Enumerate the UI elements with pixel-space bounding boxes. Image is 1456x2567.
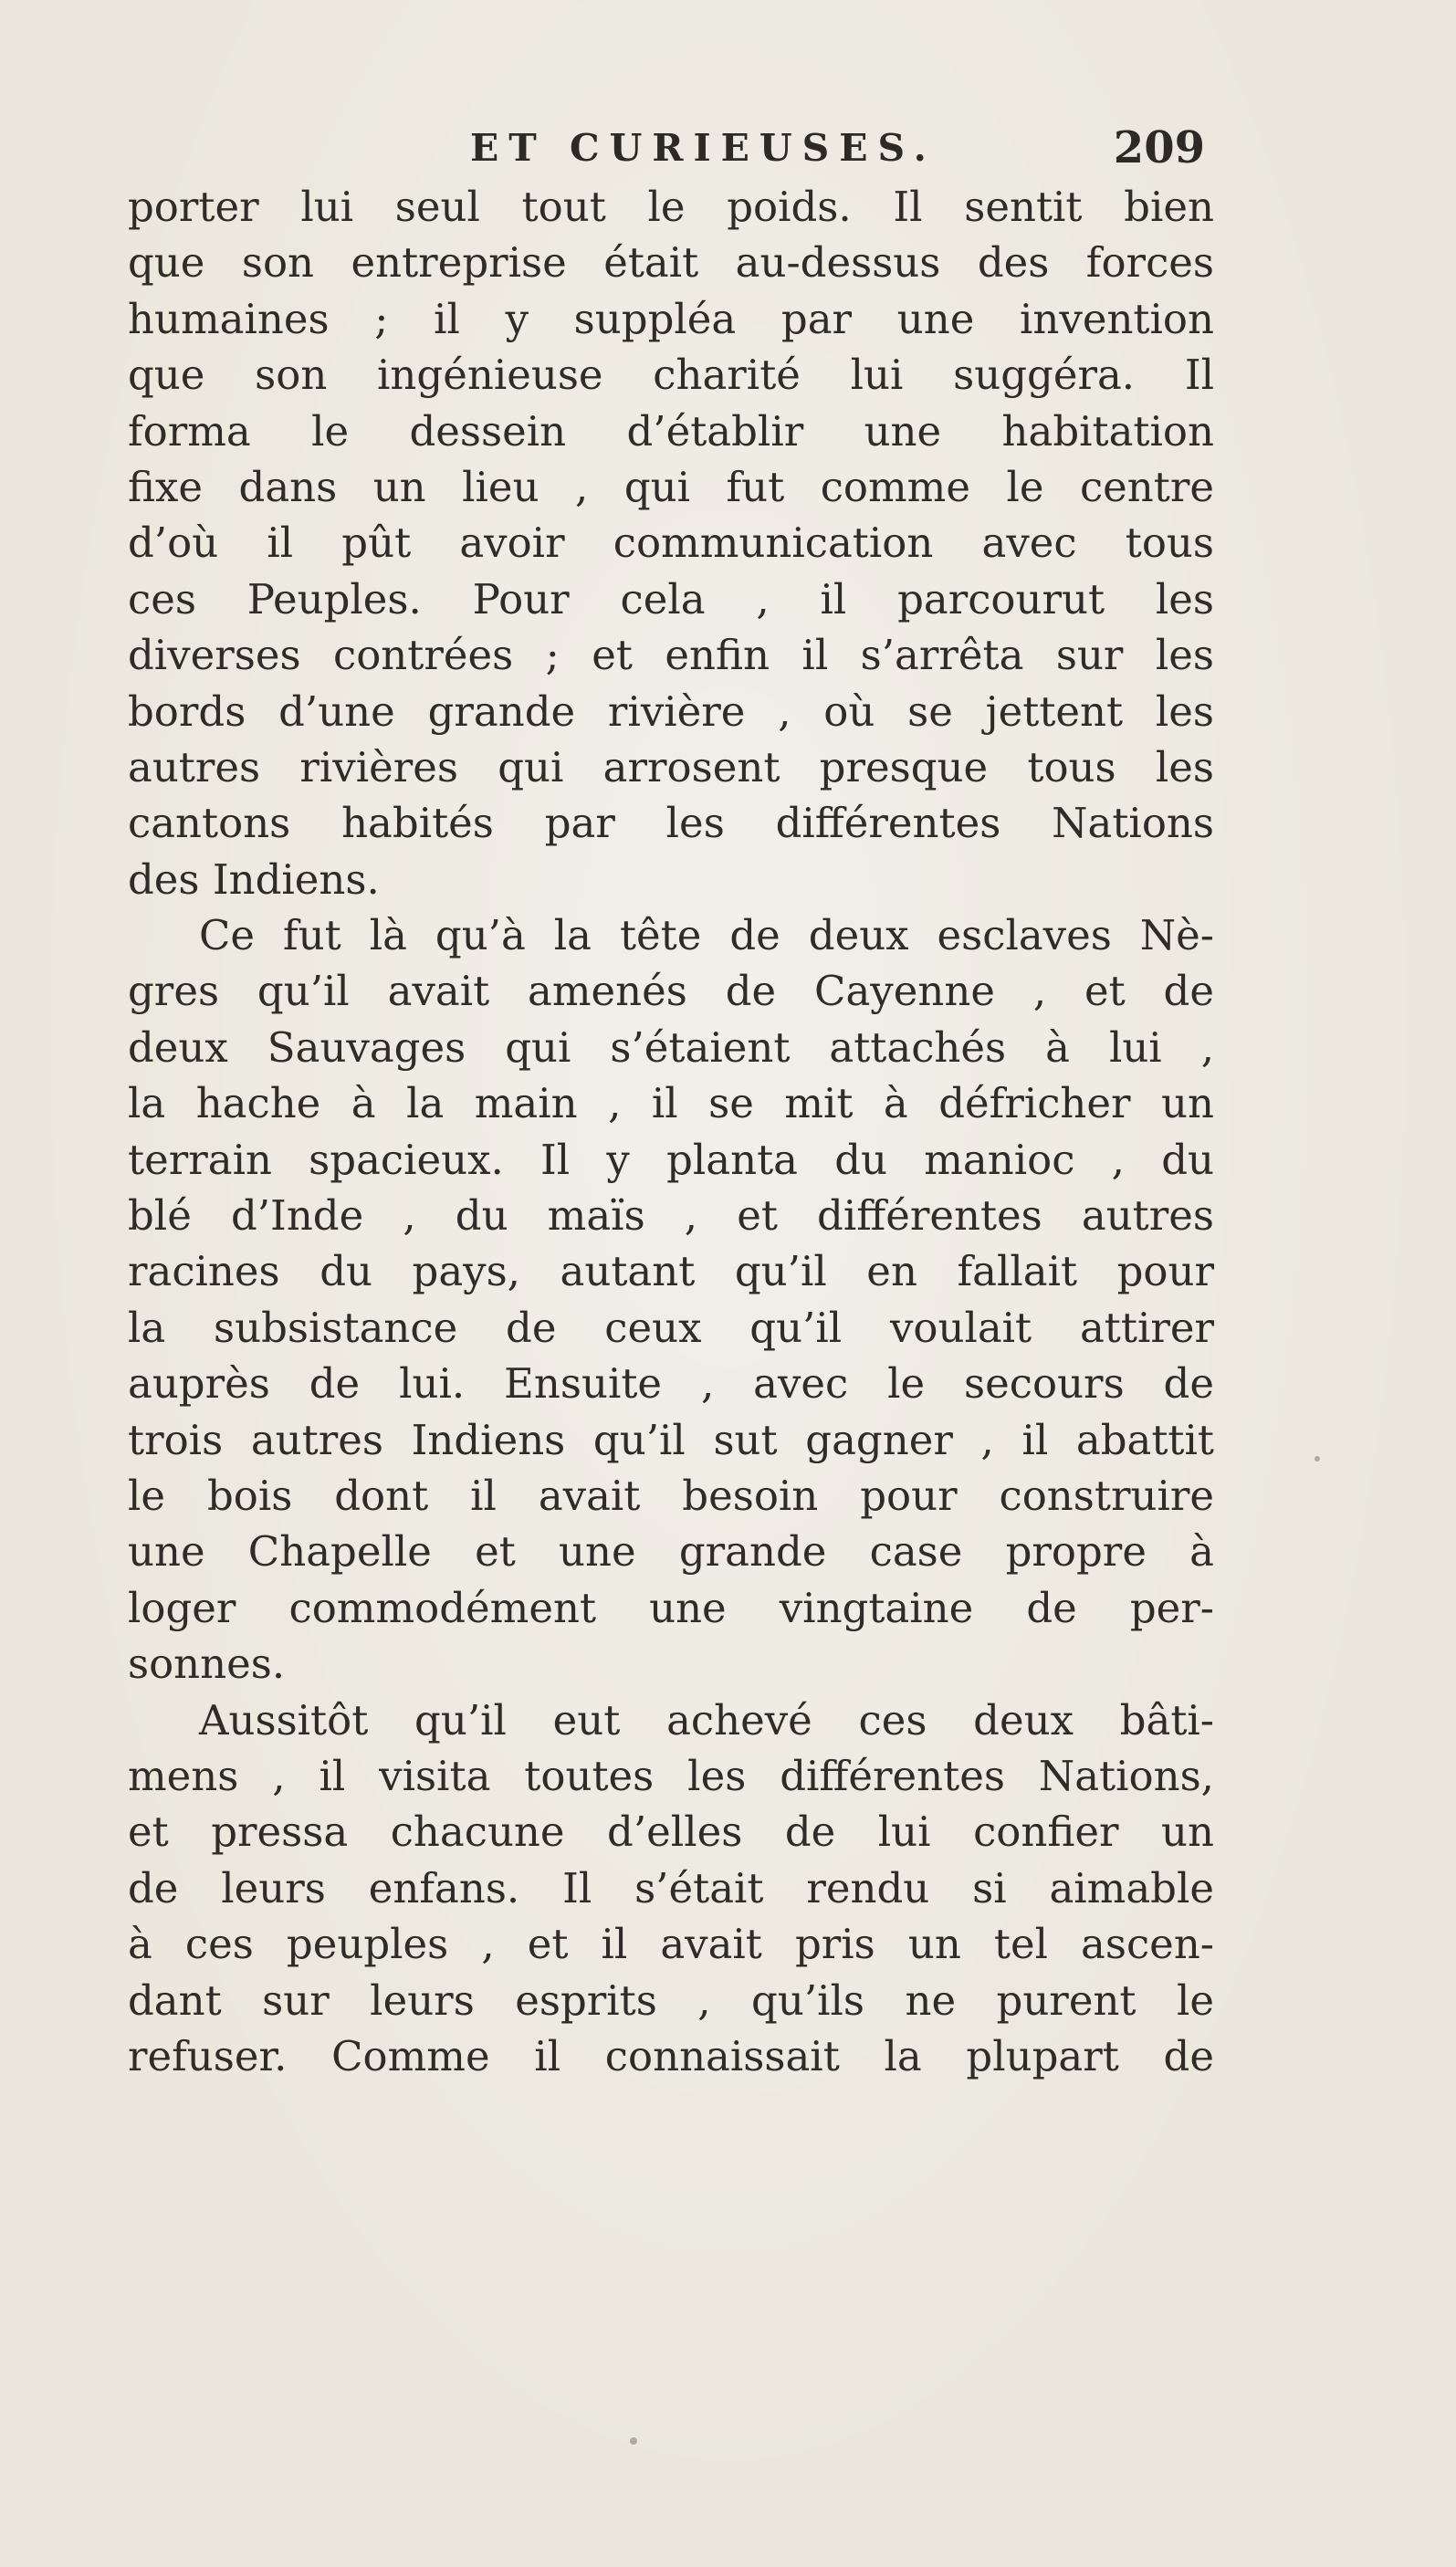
running-title: ET CURIEUSES. bbox=[470, 126, 937, 170]
text-line: d’où il pût avoir communication avec tous bbox=[128, 519, 1214, 568]
text-line: cantons habités par les différentes Nations bbox=[128, 799, 1214, 848]
text-line: trois autres Indiens qu’il sut gagner , il abattit bbox=[128, 1415, 1214, 1464]
text-line: des Indiens. bbox=[128, 854, 380, 904]
text-line: fixe dans un lieu , qui fut comme le centre bbox=[128, 462, 1214, 511]
text-line: Ce fut là qu’à la tête de deux esclaves Nè- bbox=[199, 911, 1214, 960]
paper-speck bbox=[1315, 1456, 1320, 1462]
text-line: la subsistance de ceux qu’il voulait attirer bbox=[128, 1303, 1214, 1352]
text-line: racines du pays, autant qu’il en fallait pour bbox=[128, 1247, 1214, 1296]
text-line: diverses contrées ; et enfin il s’arrêta sur les bbox=[128, 631, 1214, 680]
text-line: terrain spacieux. Il y planta du manioc , du bbox=[128, 1135, 1214, 1184]
text-line: la hache à la main , il se mit à défricher un bbox=[128, 1079, 1214, 1128]
text-line: deux Sauvages qui s’étaient attachés à lui , bbox=[128, 1022, 1214, 1072]
text-line: forma le dessein d’établir une habitation bbox=[128, 406, 1214, 456]
page-number: 209 bbox=[1113, 122, 1205, 173]
text-line: sonnes. bbox=[128, 1640, 286, 1689]
body-text bbox=[128, 179, 1214, 2084]
text-line: que son entreprise était au-dessus des forces bbox=[128, 238, 1214, 288]
text-line: gres qu’il avait amenés de Cayenne , et de bbox=[128, 967, 1214, 1016]
page-header bbox=[128, 122, 1232, 181]
text-line: une Chapelle et une grande case propre à bbox=[128, 1527, 1214, 1577]
text-line: Aussitôt qu’il eut achevé ces deux bâti- bbox=[199, 1695, 1214, 1745]
text-line: auprès de lui. Ensuite , avec le secours de bbox=[128, 1359, 1214, 1409]
text-line: refuser. Comme il connaissait la plupart de bbox=[128, 2031, 1214, 2080]
text-line: que son ingénieuse charité lui suggéra. Il bbox=[128, 351, 1214, 400]
text-line: porter lui seul tout le poids. Il sentit bien bbox=[128, 183, 1214, 231]
paper-speck bbox=[630, 2437, 637, 2445]
text-line: et pressa chacune d’elles de lui confier un bbox=[128, 1807, 1214, 1857]
text-line: loger commodément une vingtaine de per- bbox=[128, 1583, 1214, 1632]
text-line: autres rivières qui arrosent presque tous les bbox=[128, 742, 1214, 791]
text-line: humaines ; il y suppléa par une invention bbox=[128, 294, 1214, 343]
text-line: ces Peuples. Pour cela , il parcourut les bbox=[128, 574, 1214, 623]
text-line: à ces peuples , et il avait pris un tel ascen- bbox=[128, 1920, 1214, 1969]
text-line: bords d’une grande rivière , où se jettent les bbox=[128, 686, 1214, 736]
text-line: le bois dont il avait besoin pour construire bbox=[128, 1471, 1214, 1520]
text-line: blé d’Inde , du maïs , et différentes autres bbox=[128, 1191, 1214, 1241]
text-line: mens , il visita toutes les différentes Nations, bbox=[128, 1751, 1214, 1800]
text-line: de leurs enfans. Il s’était rendu si aimable bbox=[128, 1863, 1214, 1912]
text-line: dant sur leurs esprits , qu’ils ne purent le bbox=[128, 1975, 1214, 2025]
